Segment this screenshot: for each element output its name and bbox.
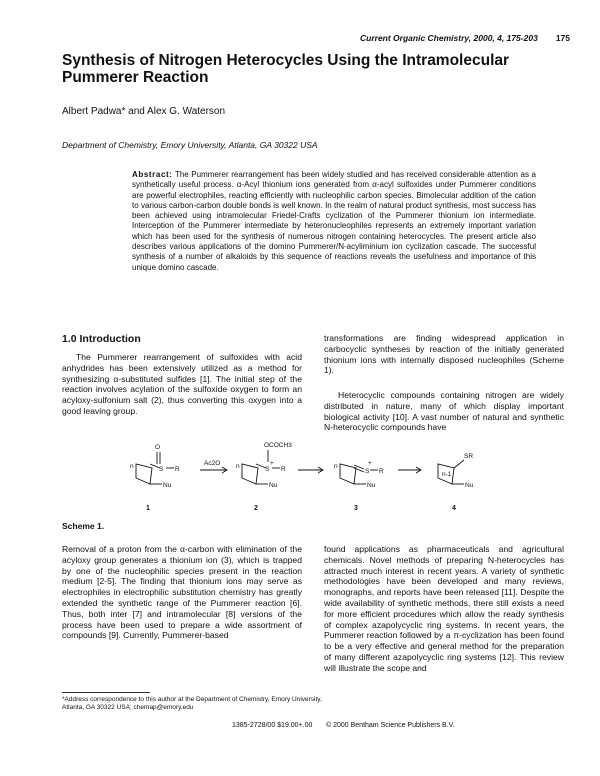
scheme-plus-label-2: + bbox=[270, 460, 274, 467]
footnote-rule bbox=[62, 692, 150, 693]
journal-citation: , 2000, 4, 175-203 bbox=[468, 33, 538, 43]
scheme-n-label-3: n bbox=[334, 463, 338, 470]
ring-2 bbox=[242, 464, 258, 484]
scheme-n-label-1: n bbox=[130, 463, 134, 470]
compound-number-2: 2 bbox=[254, 505, 258, 512]
scheme-nu-label-3: Nu bbox=[367, 482, 376, 489]
scheme-plus-label-3: + bbox=[368, 460, 372, 467]
scheme-r-label-2: R bbox=[281, 466, 286, 473]
scheme-sr-label: SR bbox=[464, 453, 474, 460]
scheme-o-label: O bbox=[155, 444, 161, 451]
body-paragraph-5: found applications as pharmaceuticals and agricultural chemicals. Novel methods of preparing N-heterocycles has attracted much interest in recent years. A variety of synthetic methodologies have been developed and many reviews, monographs, and reports have been released [11]. Despite the wide availability of synthetic methods, there still exists a need for more efficient procedures which allow the ready synthesis of complex azapolycyclic ring systems. In recent years, the Pummerer reaction followed by a π-cyclization has been found to be a very effective and general method for the preparation of many different azapolycyclic ring systems [12]. This review will illustrate the scope and bbox=[324, 544, 564, 673]
compound-number-4: 4 bbox=[452, 505, 456, 512]
scheme-s-label-3: S bbox=[365, 468, 370, 475]
scheme-n1-label: n-1 bbox=[442, 471, 452, 478]
body-paragraph-1: The Pummerer rearrangement of sulfoxides with acid anhydrides has been extensively utilized as a method for synthesizing α-substituted sulfides [1]. The initial step of the reaction involves acylation of the sulfoxide oxygen to form an acyloxy-sulfonium salt (2), thus converting this oxygen into a good leaving group. bbox=[62, 352, 302, 416]
affiliation: Department of Chemistry, Emory University, Atlanta, GA 30322 USA bbox=[62, 140, 318, 150]
abstract-label: Abstract: bbox=[132, 170, 173, 179]
section-heading: 1.0 Introduction bbox=[62, 333, 141, 345]
scheme-caption: Scheme 1. bbox=[62, 521, 105, 531]
scheme-nu-label-2: Nu bbox=[269, 482, 278, 489]
copyright-line: © 2000 Bentham Science Publishers B.V. bbox=[326, 722, 455, 729]
scheme-r-label-3: R bbox=[379, 468, 384, 475]
article-title: Synthesis of Nitrogen Heterocycles Using the Intramolecular Pummerer Reaction bbox=[62, 52, 510, 86]
body-paragraph-3: Heterocyclic compounds containing nitrogen are widely distributed in nature, many of which display important biological activity [10]. A vast number of natural and synthetic N-heterocyclic compounds have bbox=[324, 390, 564, 433]
scheme-nu-label-1: Nu bbox=[163, 482, 172, 489]
scheme-nu-label-4: Nu bbox=[465, 482, 474, 489]
ring-1 bbox=[136, 464, 152, 484]
authors: Albert Padwa* and Alex G. Waterson bbox=[62, 106, 226, 117]
scheme-ococh3-label: OCOCH3 bbox=[264, 442, 292, 449]
body-paragraph-2: transformations are finding widespread application in carbocyclic syntheses by reaction of the initially generated thionium ions with internally disposed nucleophiles (Scheme 1). bbox=[324, 333, 564, 376]
body-paragraph-4: Removal of a proton from the α-carbon with elimination of the acyloxy group generates a thionium ion (3), which is trapped by one of the nucleophilic species present in the reaction medium [2-5]. The finding that thionium ions may serve as electrophiles in electrophilic substitution chemistry has greatly extended the synthetic range of the Pummerer reaction [6]. Thus, both inter [7] and intramolecular [8] versions of the process have been used to prepare a wide assortment of compounds [9]. Currently, Pummerer-based bbox=[62, 544, 302, 641]
scheme-s-label-2: S bbox=[265, 466, 270, 473]
footnote: *Address correspondence to this author at the Department of Chemistry, Emory University, Atlanta, GA 30322 USA; chemap@emory.edu bbox=[62, 696, 322, 711]
abstract bbox=[132, 170, 536, 273]
journal-name: Current Organic Chemistry bbox=[360, 33, 469, 43]
abstract-text: The Pummerer rearrangement has been widely studied and has received considerable attention as a synthetically useful process. α-Acyl thionium ions generated from α-acyl sulfoxides under Pummerer conditions are powerful electrophiles, reacting efficiently with nucleophilic carbon species. Bimolecular addition of the cation to various carbon-carbon double bonds is well known. In the realm of natural product synthesis, most success has been achieved using intramolecular Friedel-Crafts cyclization of the Pummerer thionium ion intermediate. Interception of the Pummerer intermediate by heteronucleophiles represents an extremely important variation which has been used for the synthesis of numerous nitrogen containing heterocycles. The present article also describes various applications of the domino Pummerer/N-acyliminium ion cyclization cascade. The successful synthesis of a number of alkaloids by this sequence of reactions reveals the usefulness and importance of this unique domino cascade. bbox=[132, 170, 537, 272]
scheme-s-label-1: S bbox=[159, 466, 164, 473]
compound-number-3: 3 bbox=[354, 505, 358, 512]
scheme-n-label-2: n bbox=[236, 463, 240, 470]
issn-line: 1385-2728/00 $19.00+.00 bbox=[232, 722, 313, 729]
scheme-1-diagram bbox=[100, 438, 520, 518]
page-number: 175 bbox=[555, 33, 570, 43]
scheme-r-label-1: R bbox=[175, 466, 180, 473]
compound-number-1: 1 bbox=[146, 505, 150, 512]
journal-header bbox=[360, 33, 570, 43]
scheme-reagent-label: Ac2O bbox=[204, 460, 221, 467]
ring-3 bbox=[340, 464, 356, 484]
